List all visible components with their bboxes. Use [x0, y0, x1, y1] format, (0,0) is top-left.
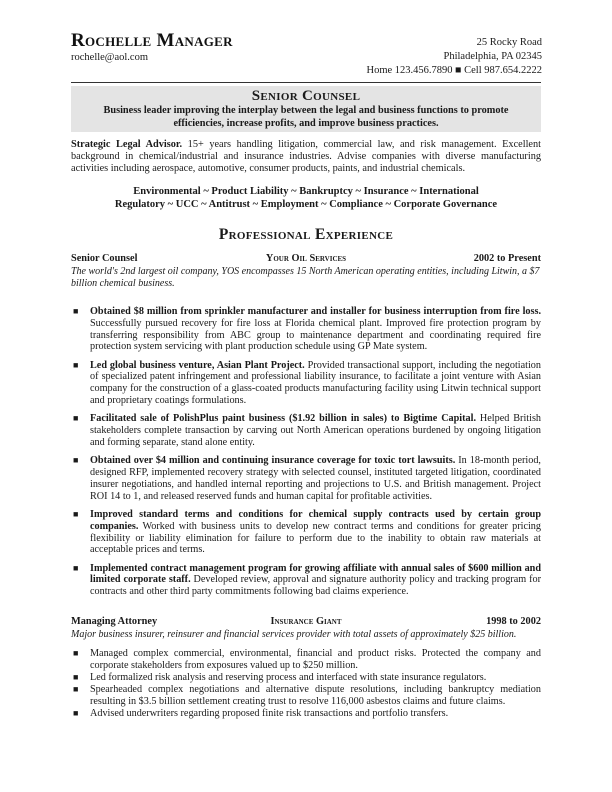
header-divider — [71, 82, 541, 83]
achievement-text: Led formalized risk analysis and reserving process and interfaced with state insurance regulators. — [90, 672, 487, 684]
list-item — [71, 684, 541, 708]
company-name: Your Oil Services — [265, 253, 347, 264]
list-item — [71, 672, 541, 684]
job-title: Senior Counsel — [71, 253, 138, 264]
list-item — [71, 413, 541, 448]
job-dates: 2002 to Present — [473, 253, 541, 264]
profile-lead: Strategic Legal Advisor. — [71, 139, 183, 150]
candidate-name: Rochelle Manager — [71, 30, 233, 51]
achievement-text: Advised underwriters regarding proposed finite risk transactions and portfolio transfers. — [90, 708, 449, 720]
bullet-icon: ■ — [73, 648, 79, 658]
bullet-icon: ■ — [73, 306, 79, 316]
achievement-lead: Obtained over $4 million and continuing insurance coverage for toxic tort lawsuits. — [90, 455, 456, 467]
achievement-lead: Obtained $8 million from sprinkler manufacturer and installer for business interruption from fire loss. — [90, 306, 541, 317]
target-title: Senior Counsel — [251, 88, 361, 104]
achievement-lead: Led global business venture, Asian Plant Project. — [90, 359, 305, 371]
list-item — [71, 360, 541, 407]
achievements-list — [71, 306, 541, 605]
bullet-icon: ■ — [73, 684, 79, 695]
list-item — [71, 648, 541, 672]
list-item — [71, 509, 541, 556]
bullet-icon: ■ — [73, 672, 79, 683]
list-item — [71, 306, 541, 353]
bullet-icon: ■ — [73, 508, 79, 519]
achievement-text: Provided transactional support, including the negotiation of specialized patent infringement and professional liability insurance, to facilitate a joint venture with Asian company for the construction of a glass-coated products manufacturing facility using Litwin technical support and proprietary coatings formulations. — [90, 359, 541, 407]
achievement-text: Worked with business units to develop new contract terms and conditions for greater pricing flexibility or liability elimination for failure to perform due to the inability to obtain raw materials at acceptable prices and terms. — [90, 520, 541, 556]
bullet-icon: ■ — [73, 455, 79, 466]
job-header — [71, 253, 541, 266]
phone-numbers: Home 123.456.7890 ■ Cell 987.654.2222 — [366, 65, 542, 76]
achievement-text: Managed complex commercial, environmental, financial and product risks. Protected the company and corporate stakeholders from exposures valued up to $250 million. — [90, 648, 541, 671]
job-header — [71, 616, 541, 629]
profile-text: 15+ years handling litigation, commercial law, and risk management. Excellent background in chemical/industrial and insurance industries. Advise companies with diverse manufacturing activities including aerospace, automotive, consumer products, paints, and industrial chemicals. — [71, 139, 542, 175]
bullet-icon: ■ — [73, 562, 79, 573]
list-item — [71, 563, 541, 598]
achievement-text: In 18-month period, designed RFP, implemented recovery strategy with selected counsel, instituted targeted litigation, coordinated insurer negotiations, and handled internal reporting and projections to U.S. and British management. Project ROI 14 to 1, and released reserved funds and human capital for profitable activities. — [90, 455, 541, 502]
company-description: The world's 2nd largest oil company, YOS encompasses 15 North American operating entities, including Litwin, a $7 billion chemical business. — [71, 266, 540, 289]
achievement-text: Helped British stakeholders complete transaction by carving out North American operations burdened by ongoing litigation and forming separate, stand alone entity. — [90, 413, 541, 448]
achievements-list — [71, 648, 541, 721]
list-item — [71, 455, 541, 502]
skills-list — [71, 185, 541, 211]
experience-heading: Professional Experience — [218, 226, 394, 243]
company-name: Insurance Giant — [270, 616, 342, 627]
achievement-text: Successfully pursued recovery for fire loss at Florida chemical plant. Improved fire protection program by transferring responsibility from ABC group to maintenance department and coordinating required fire protection system servicing with plant production schedule using GP Mate system. — [90, 317, 541, 353]
email-address[interactable]: rochelle@aol.com — [71, 52, 149, 63]
company-description: Major business insurer, reinsurer and financial services provider with total assets of approximately $25 billion. — [71, 629, 517, 640]
job-dates: 1998 to 2002 — [486, 616, 541, 627]
summary-statement: Business leader improving the interplay between the legal and business functions to promote efficiencies, increase profits, and improve business practices. — [103, 105, 509, 129]
profile-paragraph — [71, 139, 541, 176]
address-street: 25 Rocky Road — [476, 37, 542, 48]
achievement-lead: Implemented contract management program for growing affiliate with annual sales of $600 million and limited corporate staff. — [90, 562, 541, 586]
bullet-icon: ■ — [73, 413, 79, 424]
achievement-text: Spearheaded complex negotiations and alternative dispute resolutions, including bankruptcy mediation resulting in $3.5 billion settlement creating trust to resolve 116,000 asbestos claims and future claims. — [90, 684, 541, 708]
achievement-lead: Improved standard terms and conditions for chemical supply contracts used by certain group companies. — [90, 508, 541, 532]
list-item — [71, 708, 541, 720]
skills-line: Environmental ~ Product Liability ~ Bankruptcy ~ Insurance ~ International — [133, 186, 479, 197]
achievement-lead: Facilitated sale of PolishPlus paint business ($1.92 billion in sales) to Bigtime Capital. — [90, 413, 477, 425]
address-city: Philadelphia, PA 02345 — [443, 51, 542, 62]
contact-block — [366, 36, 542, 78]
job-title: Managing Attorney — [71, 616, 158, 627]
achievement-text: Developed review, approval and signature authority policy and tracking program for contracts and other third party commitments following bad claims experience. — [90, 574, 541, 598]
skills-line: Regulatory ~ UCC ~ Antitrust ~ Employment ~ Compliance ~ Corporate Governance — [114, 199, 498, 210]
summary-band — [71, 86, 541, 132]
bullet-icon: ■ — [73, 708, 79, 719]
bullet-icon: ■ — [73, 359, 79, 370]
